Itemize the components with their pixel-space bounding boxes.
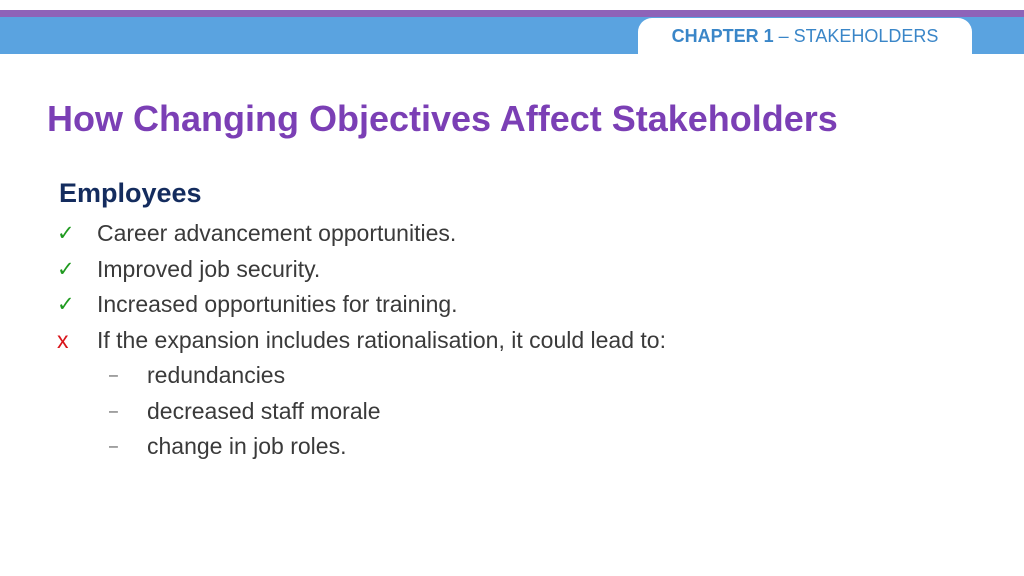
chapter-topic: STAKEHOLDERS (793, 25, 939, 46)
sub-bullet-text: change in job roles. (147, 433, 347, 459)
chapter-tab (638, 18, 972, 54)
bullet-text: Increased opportunities for training. (97, 291, 458, 317)
dash-icon: – (109, 402, 118, 420)
bullet-text: Improved job security. (97, 255, 321, 282)
checkmark-icon: ✓ (57, 222, 75, 245)
dash-icon: – (109, 367, 118, 384)
section-heading: Employees (59, 178, 202, 208)
sub-bullet-text: redundancies (147, 362, 286, 388)
chapter-label: CHAPTER 1 (671, 25, 774, 46)
checkmark-icon: ✓ (57, 257, 75, 281)
dash-icon: – (109, 438, 118, 455)
checkmark-icon: ✓ (57, 293, 75, 316)
chapter-separator: – (778, 25, 789, 46)
bullet-text: Career advancement opportunities. (97, 220, 457, 246)
top-stripe (0, 10, 1024, 17)
slide-title: How Changing Objectives Affect Stakeholders (47, 98, 838, 139)
cross-icon: x (57, 326, 69, 353)
sub-bullet-text: decreased staff morale (147, 397, 381, 424)
bullet-text: If the expansion includes rationalisation, it could lead to: (97, 326, 666, 353)
